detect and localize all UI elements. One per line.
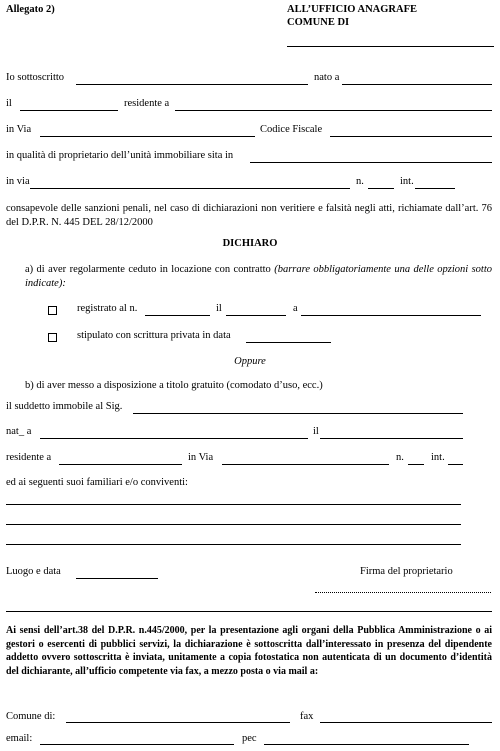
option-a-text: a) di aver regolarmente ceduto in locazione con contratto	[25, 264, 271, 275]
codice-fiscale-label: Codice Fiscale	[260, 124, 323, 135]
comodatario-field[interactable]	[133, 413, 463, 414]
attachment-label: Allegato 2)	[6, 4, 55, 15]
numero-field[interactable]	[368, 188, 394, 189]
b-via-field[interactable]	[222, 464, 389, 465]
registrato-numero-field[interactable]	[145, 315, 210, 316]
residente-a-field[interactable]	[175, 110, 492, 111]
nato-a-label: nato a	[314, 72, 340, 83]
b-residente-label: residente a	[6, 452, 52, 463]
interno-field[interactable]	[415, 188, 455, 189]
contact-email-field[interactable]	[40, 744, 234, 745]
sottoscritto-field[interactable]	[76, 84, 308, 85]
contact-email-label: email:	[6, 733, 33, 744]
registrato-a-label: a	[293, 303, 298, 314]
registrato-checkbox[interactable]	[48, 306, 57, 315]
b-interno-field[interactable]	[448, 464, 463, 465]
option-b-text: b) di aver messo a disposizione a titolo gratuito (comodato d’uso, ecc.)	[25, 380, 323, 391]
b-in-via-label: in Via	[188, 452, 214, 463]
immobile-via-field[interactable]	[30, 188, 350, 189]
b-residente-field[interactable]	[59, 464, 182, 465]
comune-field[interactable]	[287, 46, 494, 47]
office-title: ALL’UFFICIO ANAGRAFE	[287, 4, 417, 15]
oppure-label: Oppure	[234, 356, 266, 367]
consapevole-paragraph: consapevole delle sanzioni penali, nel caso di dichiarazioni non veritiere e falsità negli atti, richiamate dall’art. 76 del D.P.R. N. 445 DEL 28/12/2000	[6, 203, 492, 228]
interno-label: int.	[400, 176, 414, 187]
immobile-sig-label: il suddetto immobile al Sig.	[6, 401, 123, 412]
option-a-note: (barrare obbligatoriamente una delle opzioni sotto indicate):	[25, 264, 493, 289]
contact-fax-label: fax	[300, 711, 314, 722]
qualita-label: in qualità di proprietario dell’unità immobiliare sita in	[6, 150, 234, 161]
b-numero-label: n.	[396, 452, 404, 463]
nato-a-field[interactable]	[342, 84, 492, 85]
registrato-data-field[interactable]	[226, 315, 286, 316]
registrato-il-label: il	[216, 303, 222, 314]
codice-fiscale-field[interactable]	[330, 136, 492, 137]
contact-fax-field[interactable]	[320, 722, 492, 723]
stipulato-checkbox[interactable]	[48, 333, 57, 342]
office-comune-label: COMUNE DI	[287, 17, 350, 28]
familiari-line-1[interactable]	[6, 504, 461, 505]
nat-a-label: nat_ a	[6, 426, 32, 437]
luogo-data-label: Luogo e data	[6, 566, 61, 577]
il-label: il	[6, 98, 12, 109]
in-via-label: in Via	[6, 124, 32, 135]
contact-comune-field[interactable]	[66, 722, 290, 723]
familiari-line-3[interactable]	[6, 544, 461, 545]
stipulato-data-field[interactable]	[246, 342, 331, 343]
sottoscritto-label: Io sottoscritto	[6, 72, 65, 83]
registrato-luogo-field[interactable]	[301, 315, 481, 316]
firma-label: Firma del proprietario	[360, 566, 453, 577]
nat-a-field[interactable]	[40, 438, 308, 439]
registrato-label: registrato al n.	[77, 303, 138, 314]
section-divider	[6, 611, 492, 612]
b-numero-field[interactable]	[408, 464, 424, 465]
birthdate-field[interactable]	[20, 110, 118, 111]
contact-comune-label: Comune di:	[6, 711, 56, 722]
residente-a-label: residente a	[124, 98, 170, 109]
numero-label: n.	[356, 176, 364, 187]
immobile-sito-field[interactable]	[250, 162, 492, 163]
b-il-label: il	[313, 426, 319, 437]
contact-pec-label: pec	[242, 733, 257, 744]
notice-paragraph: Ai sensi dell’art.38 del D.P.R. n.445/2000, per la presentazione agli organi della Pubblica Amministrazione o ai gestori o esercenti di pubblici servizi, la dichiarazione è sottoscritta dall’interessato in presenza del dipendente addetto ovvero sottoscritta è inviata, unitamente a copia fotostatica non autenticata di un documento d’identità del dichiarante, all’ufficio competente via fax, a mezzo posta o via mail a:	[6, 625, 492, 677]
familiari-label: ed ai seguenti suoi familiari e/o conviventi:	[6, 477, 188, 488]
luogo-data-field[interactable]	[76, 578, 158, 579]
stipulato-label: stipulato con scrittura privata in data	[77, 330, 231, 341]
option-a-paragraph	[25, 263, 492, 291]
familiari-line-2[interactable]	[6, 524, 461, 525]
b-interno-label: int.	[431, 452, 445, 463]
firma-field[interactable]	[315, 592, 491, 593]
contact-pec-field[interactable]	[264, 744, 469, 745]
in-via2-label: in via	[6, 176, 30, 187]
b-data-nascita-field[interactable]	[320, 438, 463, 439]
dichiaro-heading: DICHIARO	[222, 238, 278, 249]
in-via-field[interactable]	[40, 136, 255, 137]
